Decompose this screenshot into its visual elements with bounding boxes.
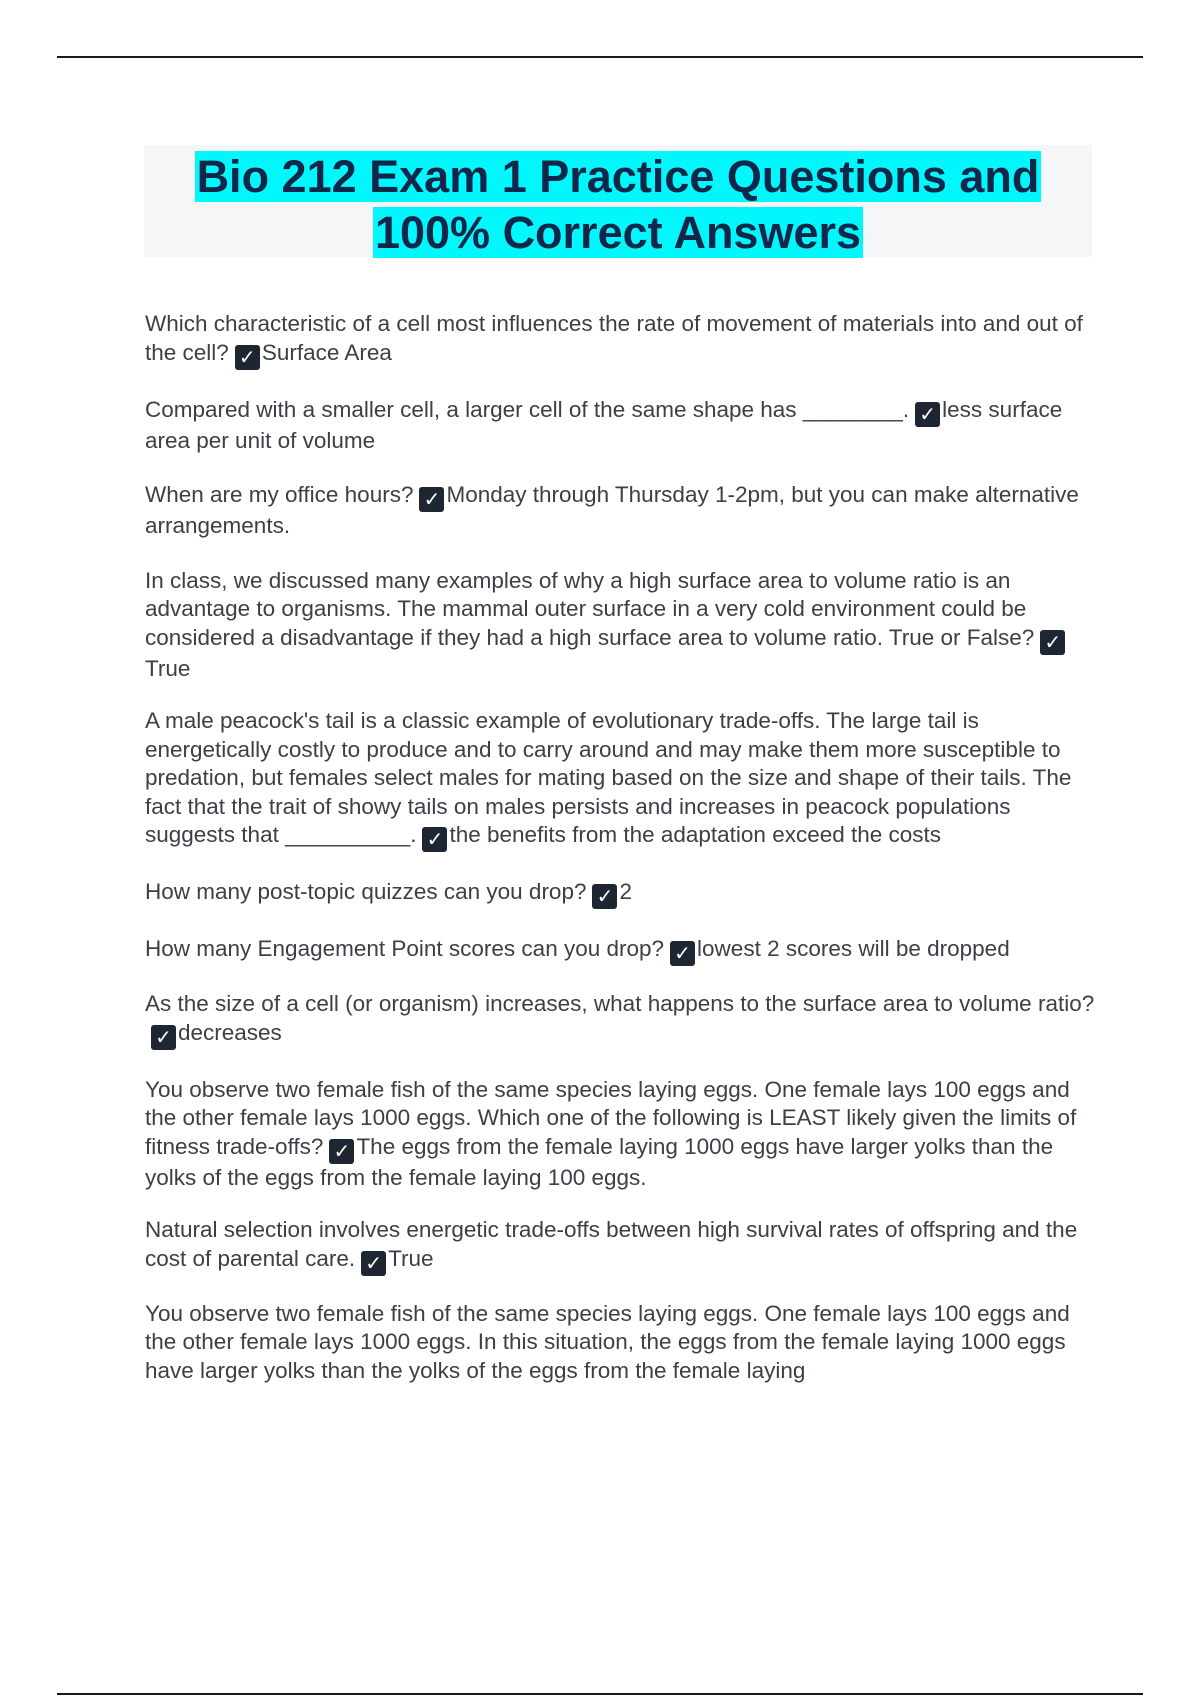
answer-text: Monday through Thursday 1-2pm, but you can make alternative arrangements.: [145, 482, 1079, 538]
qa-item: [145, 935, 1095, 966]
question-text: You observe two female fish of the same species laying eggs. One female lays 100 eggs and the other female lays 1000 eggs. Which one of the following is LEAST likely given the limits of fitness trade-offs?: [145, 1076, 1077, 1159]
check-box-icon: ✓: [151, 1025, 176, 1050]
check-box-icon: ✓: [592, 884, 617, 909]
question-text: Natural selection involves energetic trade-offs between high survival rates of offspring and the cost of parental care.: [145, 1217, 1078, 1271]
answer-text: lowest 2 scores will be dropped: [697, 936, 1010, 961]
question-text: Compared with a smaller cell, a larger cell of the same shape has ________.: [145, 396, 910, 422]
title-line-1: Bio 212 Exam 1 Practice Questions and: [196, 151, 1040, 202]
qa-item: [145, 481, 1095, 541]
question-text: When are my office hours?: [145, 482, 414, 507]
check-box-icon: ✓: [419, 487, 444, 512]
check-box-icon: ✓: [329, 1139, 354, 1164]
bottom-rule: [57, 1693, 1143, 1695]
check-box-icon: ✓: [915, 402, 940, 427]
qa-item: [145, 1216, 1095, 1276]
trailing-question-text: You observe two female fish of the same species laying eggs. One female lays 100 eggs and the other female lays 1000 eggs. In this situation, the eggs from the female laying 1000 eggs have larger yolks than the yolks of the eggs from the female laying: [145, 1300, 1070, 1383]
answer-text: True: [388, 1245, 434, 1271]
answer-text: the benefits from the adaptation exceed the costs: [449, 822, 942, 847]
qa-item: [145, 310, 1095, 370]
title-line-2: 100% Correct Answers: [374, 207, 862, 258]
question-text: As the size of a cell (or organism) increases, what happens to the surface area to volume ratio?: [145, 991, 1095, 1016]
answer-text: The eggs from the female laying 1000 eggs have larger yolks than the yolks of the eggs from the female laying 100 eggs.: [145, 1133, 1054, 1190]
answer-text: Surface Area: [261, 339, 392, 365]
check-box-icon: ✓: [361, 1251, 386, 1276]
qa-list: [145, 310, 1095, 1411]
check-box-icon: ✓: [1040, 630, 1065, 655]
answer-text: less surface area per unit of volume: [145, 396, 1063, 453]
answer-text: True: [145, 655, 191, 681]
qa-item: [145, 707, 1095, 852]
qa-item: [145, 990, 1095, 1050]
qa-item: [145, 567, 1095, 684]
document-title: [144, 145, 1092, 261]
qa-item: [145, 396, 1095, 456]
question-text: A male peacock's tail is a classic example of evolutionary trade-offs. The large tail is energetically costly to produce and to carry around and may make them more susceptible to predation, but females select males for mating based on the size and shape of their tails. The fact that the trait of showy tails on males persists and increases in peacock populations suggests that __________.: [145, 708, 1072, 847]
qa-item: [145, 878, 1095, 909]
answer-text: decreases: [178, 1019, 282, 1045]
check-box-icon: ✓: [422, 827, 447, 852]
question-text: Which characteristic of a cell most influences the rate of movement of materials into and out of the cell?: [145, 311, 1083, 365]
check-box-icon: ✓: [670, 941, 695, 966]
qa-item: [145, 1076, 1095, 1193]
question-text: How many Engagement Point scores can you drop?: [145, 936, 665, 961]
top-rule: [57, 56, 1143, 58]
question-text: How many post-topic quizzes can you drop?: [145, 879, 587, 904]
check-box-icon: ✓: [235, 345, 260, 370]
question-text: In class, we discussed many examples of why a high surface area to volume ratio is an advantage to organisms. The mammal outer surface in a very cold environment could be considered a disadvantage if they had a high surface area to volume ratio. True or False?: [145, 567, 1035, 650]
title-block: [144, 145, 1092, 257]
answer-text: 2: [619, 879, 632, 904]
